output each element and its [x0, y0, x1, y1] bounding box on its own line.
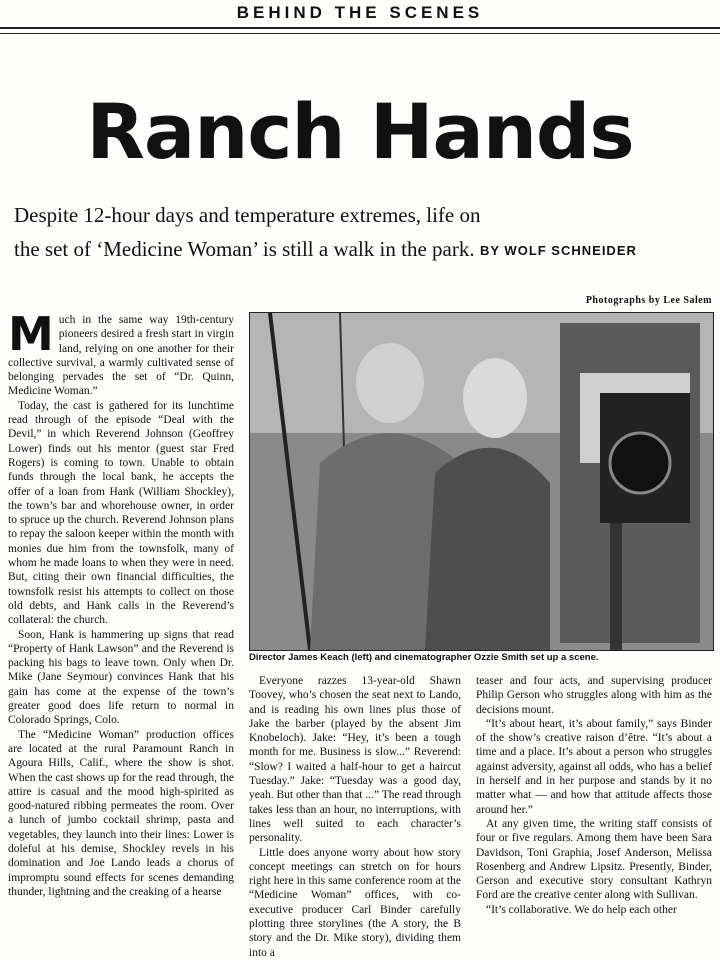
byline: BY WOLF SCHNEIDER	[480, 243, 637, 258]
column-1	[8, 307, 234, 938]
paragraph: “It’s about heart, it’s about family,” says Binder of the show’s creative raison d’être. “It’s about a time and a place. It’s about a person who struggles against adversity, against all odds, who has a belief in herself and in her purpose and stands by it no matter what — and how that attitude affects those around her.”	[476, 717, 712, 816]
paragraph: teaser and four acts, and supervising producer Philip Gerson who struggles along with him as the decisions mount.	[476, 675, 712, 716]
paragraph: Everyone razzes 13-year-old Shawn Toovey, who’s chosen the seat next to Lando, and is reading his own lines plus those of Jake the barber (played by the absent Jim Knobeloch). Jake: “Hey, it’s been a tough month for me. Business is slow...” Reverend: “Slow? I waited a half-hour to get a haircut Tuesday.” Jake: “Tuesday was a good day, yeah. But other than that ...” The read through takes less than an hour, no interruptions, with lines well suited to each character’s personality.	[249, 675, 461, 845]
paragraph: uch in the same way 19th-century pioneers desired a fresh start in virgin land, relying on one another for their collective survival, a warmly cultivated sense of belonging pervades the set of “Dr. Quinn, Medicine Woman.”	[8, 314, 234, 398]
deck: Despite 12-hour days and temperature extremes, life on the set of ‘Medicine Woman’ is still a walk in the park.	[14, 203, 481, 261]
section-kicker: BEHIND THE SCENES	[236, 3, 484, 22]
paragraph: Little does anyone worry about how story concept meetings can stretch on for hours right here in this same conference room at the “Medicine Woman” offices, with co-executive producer Carl Binder carefully plotting three storylines (the A story, the B story and the Dr. Mike story), dividing them into a	[249, 846, 461, 959]
top-rule-thin	[0, 33, 720, 34]
paragraph: Soon, Hank is hammering up signs that read “Property of Hank Lawson” and the Reverend is packing his bags to leave town. Only when Dr. Mike (Jane Seymour) convinces Hank that his gain has come at the expense of the town’s greater good does life return to normal in Colorado Springs, Colo.	[8, 628, 234, 727]
paragraph: At any given time, the writing staff consists of four or five regulars. Among them have been Sara Davidson, Toni Graphia, Josef Anderson, Melissa Rosenberg and Andrew Lipsitz. Presently, Binder, Gerson and executive story consultant Kathryn Ford are the creative center along with Sullivan.	[476, 817, 712, 902]
column-3	[476, 674, 712, 936]
photo-credit: Photographs by Lee Salem	[585, 295, 712, 306]
dropcap: M	[8, 307, 54, 361]
paragraph: Today, the cast is gathered for its lunchtime read through of the episode “Deal with the Devil,” in which Reverend Johnson (Geoffrey Lower) finds out his mentor (guest star Fred Rogers) is coming to town. Unable to obtain funds through the local bank, he accepts the offer of a loan from Hank (William Shockley), the town’s bar and whorehouse owner, in order to spruce up the church. Reverend Johnson plans to repay the saloon keeper within the month with monies due him from the townsfolk, many of whom he made loans to when they were in need. But, citing their own financial difficulties, the townsfolk resist his attempts to collect on those old debts, and Hank calls in the Reverend’s collateral: the church.	[8, 399, 234, 627]
paragraph: “It’s collaborative. We do help each other	[486, 903, 677, 916]
paragraph: The “Medicine Woman” production offices are located at the rural Paramount Ranch in Agoura Hills, Calif., where the show is shot. When the cast shows up for the read through, the attire is casual and the mood high-spirited as good-natured ribbing permeates the room. Over a lunch of jumbo cocktail shrimp, pasta and vegetables, they launch into their lines: Lower is doleful at his demise, Shockley revels in his domination and Joe Lando leads a chorus of impromptu sound effects for scenes demanding thunder, lightning and the creaking of a hearse	[8, 728, 234, 898]
set-photo-illustration	[250, 313, 713, 650]
photo-caption: Director James Keach (left) and cinematographer Ozzie Smith set up a scene.	[249, 652, 599, 663]
top-rule	[0, 27, 720, 29]
headline: Ranch Hands	[86, 87, 634, 176]
article-photo	[249, 312, 714, 651]
column-2	[249, 674, 461, 959]
